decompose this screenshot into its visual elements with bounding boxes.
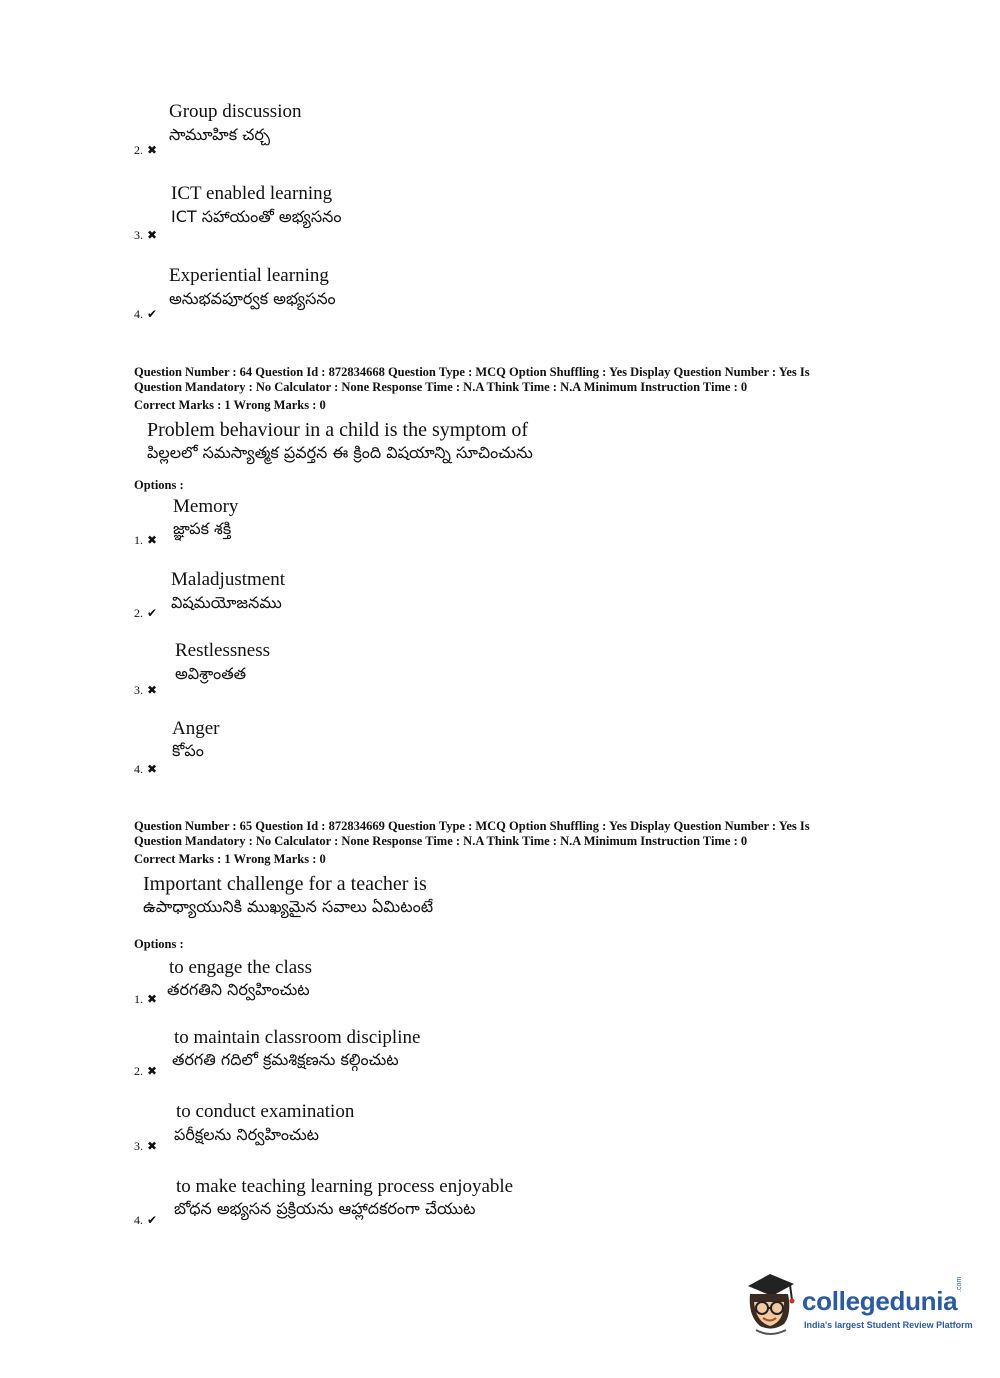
option-text-en: Experiential learning <box>169 265 329 286</box>
question-meta-line3: Correct Marks : 1 Wrong Marks : 0 <box>134 398 326 412</box>
wrong-mark-icon: ✖ <box>147 1139 158 1153</box>
wrong-mark-icon: ✖ <box>147 762 158 776</box>
question-meta-line2: Question Mandatory : No Calculator : None Response Time : N.A Think Time : N.A Minimum Instruction Time : 0 <box>134 834 748 848</box>
option-text-te: కోపం <box>172 741 204 760</box>
option-text-en: to conduct examination <box>176 1101 355 1122</box>
option-text-en: Restlessness <box>175 640 270 661</box>
options-label: Options : <box>134 937 184 951</box>
option-number: 2. ✖ <box>134 143 158 157</box>
option-text-te: అనుభవపూర్వక అభ్యసనం <box>169 289 336 308</box>
option-text-en: Anger <box>172 718 220 739</box>
option-text-te: తరగతిని నిర్వహించుట <box>167 980 310 999</box>
option-number: 3. ✖ <box>134 1139 158 1153</box>
option-number: 4. ✖ <box>134 762 158 776</box>
question-text-en: Important challenge for a teacher is <box>143 873 427 895</box>
wrong-mark-icon: ✖ <box>147 1064 158 1078</box>
logo-tagline: India's largest Student Review Platform <box>804 1320 973 1330</box>
option-number: 4. ✔ <box>134 1213 158 1227</box>
option-number: 3. ✖ <box>134 683 158 697</box>
mascot-icon <box>742 1272 800 1338</box>
wrong-mark-icon: ✖ <box>147 143 158 157</box>
question-meta-line1: Question Number : 64 Question Id : 872834668 Question Type : MCQ Option Shuffling : Yes Display Question Number : Yes Is <box>134 365 810 379</box>
option-number: 1. ✖ <box>134 533 158 547</box>
option-text-te: పరీక్షలను నిర్వహించుట <box>174 1125 319 1144</box>
option-text-en: to engage the class <box>169 957 312 978</box>
option-text-en: to make teaching learning process enjoyable <box>176 1176 514 1197</box>
option-number: 2. ✔ <box>134 606 158 620</box>
question-text-te: పిల్లలలో సమస్యాత్మక ప్రవర్తన ఈ క్రింది విషయాన్ని సూచించును <box>147 443 533 462</box>
question-meta-line1: Question Number : 65 Question Id : 872834669 Question Type : MCQ Option Shuffling : Yes Display Question Number : Yes Is <box>134 819 810 833</box>
logo-wordmark: collegedunia <box>802 1286 958 1316</box>
option-text-en: Maladjustment <box>171 569 285 590</box>
question-text-en: Problem behaviour in a child is the symptom of <box>147 419 529 441</box>
option-text-te: విషమయోజనము <box>171 593 282 612</box>
option-text-te: జ్ఞాపక శక్తి <box>173 519 232 538</box>
option-text-en: Group discussion <box>169 101 302 122</box>
logo-suffix: .com <box>956 1276 963 1292</box>
option-text-en: ICT enabled learning <box>171 183 333 204</box>
option-number: 3. ✖ <box>134 228 158 242</box>
question-meta-line3: Correct Marks : 1 Wrong Marks : 0 <box>134 852 326 866</box>
wrong-mark-icon: ✖ <box>147 992 158 1006</box>
option-text-te: అవిశ్రాంతత <box>175 664 247 683</box>
option-text-te: బోధన అభ్యసన ప్రక్రియను ఆహ్లాదకరంగా చేయుట <box>174 1199 476 1218</box>
option-text-te: ICT సహాయంతో అభ్యసనం <box>171 207 342 226</box>
option-number: 1. ✖ <box>134 992 158 1006</box>
wrong-mark-icon: ✖ <box>147 533 158 547</box>
question-text-te: ఉపాధ్యాయునికి ముఖ్యమైన సవాలు ఏమిటంటే <box>143 897 434 916</box>
option-text-en: to maintain classroom discipline <box>174 1027 421 1048</box>
options-label: Options : <box>134 478 184 492</box>
option-text-en: Memory <box>173 496 239 517</box>
correct-mark-icon: ✔ <box>147 606 158 620</box>
option-text-te: తరగతి గదిలో క్రమశిక్షణను కల్గించుట <box>172 1050 399 1069</box>
question-meta-line2: Question Mandatory : No Calculator : None Response Time : N.A Think Time : N.A Minimum Instruction Time : 0 <box>134 380 748 394</box>
correct-mark-icon: ✔ <box>147 307 158 321</box>
wrong-mark-icon: ✖ <box>147 228 158 242</box>
option-number: 4. ✔ <box>134 307 158 321</box>
wrong-mark-icon: ✖ <box>147 683 158 697</box>
correct-mark-icon: ✔ <box>147 1213 158 1227</box>
collegedunia-logo <box>742 1272 972 1342</box>
option-text-te: సామూహిక చర్చ <box>169 125 271 144</box>
option-number: 2. ✖ <box>134 1064 158 1078</box>
